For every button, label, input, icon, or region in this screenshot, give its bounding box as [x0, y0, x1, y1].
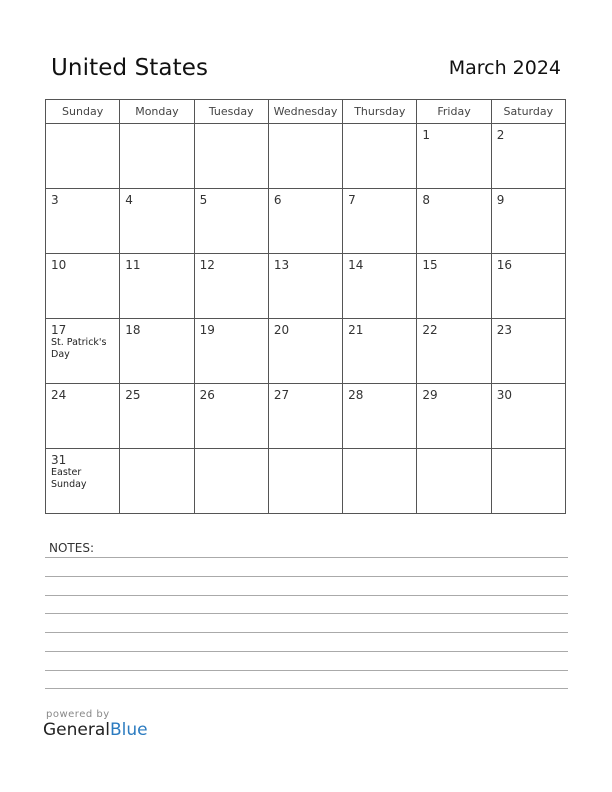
day-cell [194, 189, 268, 254]
calendar-country-title: United States [51, 55, 209, 81]
day-cell [120, 384, 194, 449]
day-number: 12 [199, 258, 215, 272]
calendar-week-row [46, 319, 566, 384]
day-number: 31 [51, 453, 67, 467]
day-number: 20 [273, 323, 290, 337]
weekday-header-row [46, 100, 566, 124]
day-cell [491, 384, 565, 449]
day-cell [46, 189, 120, 254]
day-number: 28 [348, 388, 364, 402]
day-cell [268, 319, 342, 384]
day-cell [46, 124, 120, 189]
day-number: 1 [422, 128, 431, 142]
day-cell [343, 254, 417, 319]
day-cell [343, 319, 417, 384]
weekday-header: Sunday [46, 100, 120, 124]
day-number: 7 [348, 193, 356, 207]
day-cell [417, 254, 491, 319]
calendar-week-row [46, 449, 566, 514]
day-cell [343, 449, 417, 514]
day-cell [120, 319, 194, 384]
day-number: 29 [422, 388, 438, 402]
notes-line [45, 595, 568, 596]
day-cell [417, 319, 491, 384]
day-cell [120, 124, 194, 189]
day-number: 23 [496, 323, 512, 337]
day-number: 16 [496, 258, 512, 272]
day-number: 24 [51, 388, 67, 402]
calendar-body [46, 124, 566, 514]
day-number: 18 [125, 323, 141, 337]
day-cell [417, 124, 491, 189]
day-number: 30 [496, 388, 512, 402]
calendar-week-row [46, 254, 566, 319]
weekday-header: Friday [417, 100, 491, 124]
logo-blue-text: Blue [110, 720, 148, 740]
weekday-header: Monday [120, 100, 194, 124]
weekday-header: Wednesday [268, 100, 342, 124]
holiday-label: Easter Sunday [51, 467, 87, 490]
holiday-label: St. Patrick's Day [51, 337, 107, 360]
day-number: 25 [125, 388, 141, 402]
weekday-header: Tuesday [194, 100, 268, 124]
day-cell [194, 384, 268, 449]
notes-line [45, 557, 568, 558]
day-number: 21 [348, 323, 364, 337]
day-number: 15 [422, 258, 438, 272]
day-cell [46, 254, 120, 319]
notes-line [45, 613, 568, 614]
day-cell [343, 189, 417, 254]
day-cell [46, 449, 120, 514]
day-cell [268, 124, 342, 189]
day-cell [194, 124, 268, 189]
day-cell [268, 254, 342, 319]
day-cell [417, 449, 491, 514]
notes-line [45, 688, 568, 689]
day-cell [120, 254, 194, 319]
generalblue-logo [43, 720, 148, 740]
day-number: 17 [51, 323, 67, 337]
logo-general-text: General [43, 720, 110, 740]
day-cell [491, 124, 565, 189]
day-number: 6 [273, 193, 282, 207]
day-number: 10 [51, 258, 67, 272]
notes-line [45, 632, 568, 633]
day-cell [268, 449, 342, 514]
day-cell [343, 124, 417, 189]
calendar-grid [45, 99, 566, 514]
day-cell [194, 319, 268, 384]
day-cell [194, 449, 268, 514]
weekday-header: Saturday [491, 100, 565, 124]
day-cell [491, 319, 565, 384]
day-cell [491, 189, 565, 254]
day-cell [417, 189, 491, 254]
day-number: 5 [199, 193, 208, 207]
day-number: 3 [51, 193, 59, 207]
weekday-header: Thursday [343, 100, 417, 124]
calendar-week-row [46, 384, 566, 449]
calendar-month-title: March 2024 [448, 57, 561, 79]
day-cell [46, 319, 120, 384]
day-number: 9 [496, 193, 505, 207]
day-number: 27 [273, 388, 290, 402]
day-cell [268, 384, 342, 449]
day-number: 13 [273, 258, 290, 272]
calendar-week-row [46, 189, 566, 254]
day-cell [343, 384, 417, 449]
day-number: 4 [125, 193, 133, 207]
day-cell [46, 384, 120, 449]
day-number: 22 [422, 323, 438, 337]
day-number: 19 [199, 323, 215, 337]
day-number: 26 [199, 388, 215, 402]
day-number: 11 [125, 258, 141, 272]
powered-by-text: powered by [46, 709, 110, 720]
day-number: 2 [496, 128, 505, 142]
day-cell [194, 254, 268, 319]
day-number: 14 [348, 258, 364, 272]
notes-line [45, 651, 568, 652]
notes-line [45, 670, 568, 671]
calendar-week-row [46, 124, 566, 189]
day-cell [120, 449, 194, 514]
day-cell [268, 189, 342, 254]
day-cell [120, 189, 194, 254]
day-cell [491, 254, 565, 319]
notes-line [45, 576, 568, 577]
notes-label: NOTES: [49, 541, 94, 555]
day-cell [417, 384, 491, 449]
day-number: 8 [422, 193, 431, 207]
day-cell [491, 449, 565, 514]
